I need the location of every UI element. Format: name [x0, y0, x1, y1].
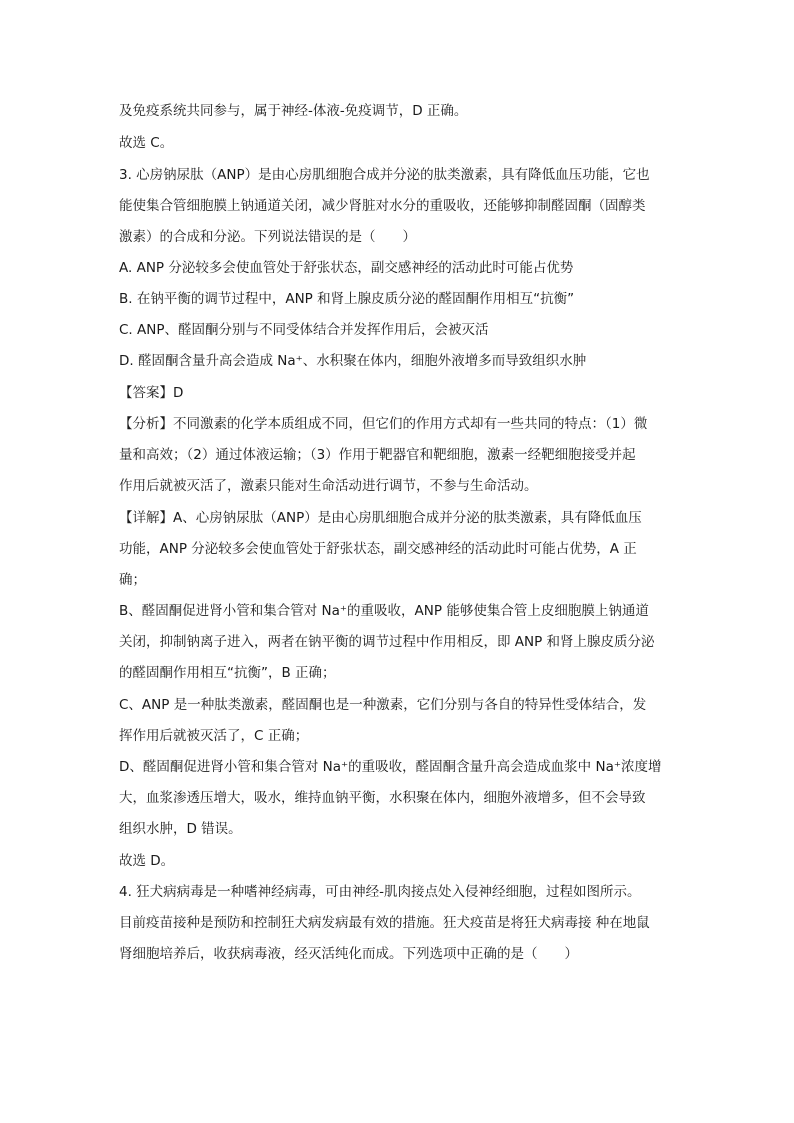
detail-line: 组织水肿，D 错误。 [119, 821, 242, 837]
option-d: D. 醛固酮含量升高会造成 Na⁺、水积聚在体内，细胞外液增多而导致组织水肿 [119, 353, 587, 369]
detail-line: 大，血浆渗透压增大，吸水，维持血钠平衡，水积聚在体内，细胞外液增多，但不会导致 [119, 790, 646, 806]
option-c: C. ANP、醛固酮分别与不同受体结合并发挥作用后，会被灭活 [119, 322, 489, 338]
option-b: B. 在钠平衡的调节过程中，ANP 和肾上腺皮质分泌的醛固酮作用相互“抗衡” [119, 291, 575, 307]
detail-line: 【详解】A、心房钠尿肽（ANP）是由心房肌细胞合成并分泌的肽类激素，具有降低血压 [119, 510, 642, 526]
analysis-line: 作用后就被灭活了，激素只能对生命活动进行调节，不参与生命活动。 [119, 478, 538, 494]
detail-line: 的醛固酮作用相互“抗衡”，B 正确； [119, 665, 336, 681]
question-3-stem: 能使集合管细胞膜上钠通道关闭，减少肾脏对水分的重吸收，还能够抑制醛固酮（固醇类 [119, 198, 646, 214]
detail-line: D、醛固酮促进肾小管和集合管对 Na⁺的重吸收，醛固酮含量升高会造成血浆中 Na⁺浓度增 [119, 759, 662, 775]
question-3-stem: 3. 心房钠尿肽（ANP）是由心房肌细胞合成并分泌的肽类激素，具有降低血压功能，它也 [119, 167, 650, 183]
question-4-stem: 目前疫苗接种是预防和控制狂犬病发病最有效的措施。狂犬疫苗是将狂犬病毒接 种在地鼠 [119, 915, 650, 931]
text-line: 故选 D。 [119, 853, 175, 869]
detail-line: 功能，ANP 分泌较多会使血管处于舒张状态，副交感神经的活动此时可能占优势，A 正 [119, 541, 637, 557]
detail-line: 确； [119, 572, 146, 588]
detail-line: 关闭，抑制钠离子进入，两者在钠平衡的调节过程中作用相反，即 ANP 和肾上腺皮质分泌 [119, 634, 655, 650]
answer-line: 【答案】D [119, 385, 184, 401]
option-a: A. ANP 分泌较多会使血管处于舒张状态，副交感神经的活动此时可能占优势 [119, 260, 574, 276]
question-3-stem: 激素）的合成和分泌。下列说法错误的是（ ） [119, 229, 416, 245]
analysis-line: 量和高效；（2）通过体液运输；（3）作用于靶器官和靶细胞，激素一经靶细胞接受并起 [119, 447, 636, 463]
analysis-line: 【分析】不同激素的化学本质组成不同，但它们的作用方式却有一些共同的特点：（1）微 [119, 416, 648, 432]
question-4-stem: 4. 狂犬病病毒是一种嗜神经病毒，可由神经-肌肉接点处入侵神经细胞，过程如图所示。 [119, 884, 641, 900]
question-4-stem: 肾细胞培养后，收获病毒液，经灭活纯化而成。下列选项中正确的是（ ） [119, 946, 578, 962]
detail-line: C、ANP 是一种肽类激素，醛固酮也是一种激素，它们分别与各自的特异性受体结合，发 [119, 697, 647, 713]
text-line: 及免疫系统共同参与，属于神经-体液-免疫调节，D 正确。 [119, 103, 468, 119]
detail-line: B、醛固酮促进肾小管和集合管对 Na⁺的重吸收，ANP 能够使集合管上皮细胞膜上钠通道 [119, 603, 649, 619]
text-line: 故选 C。 [119, 135, 174, 151]
detail-line: 挥作用后就被灭活了，C 正确； [119, 728, 309, 744]
